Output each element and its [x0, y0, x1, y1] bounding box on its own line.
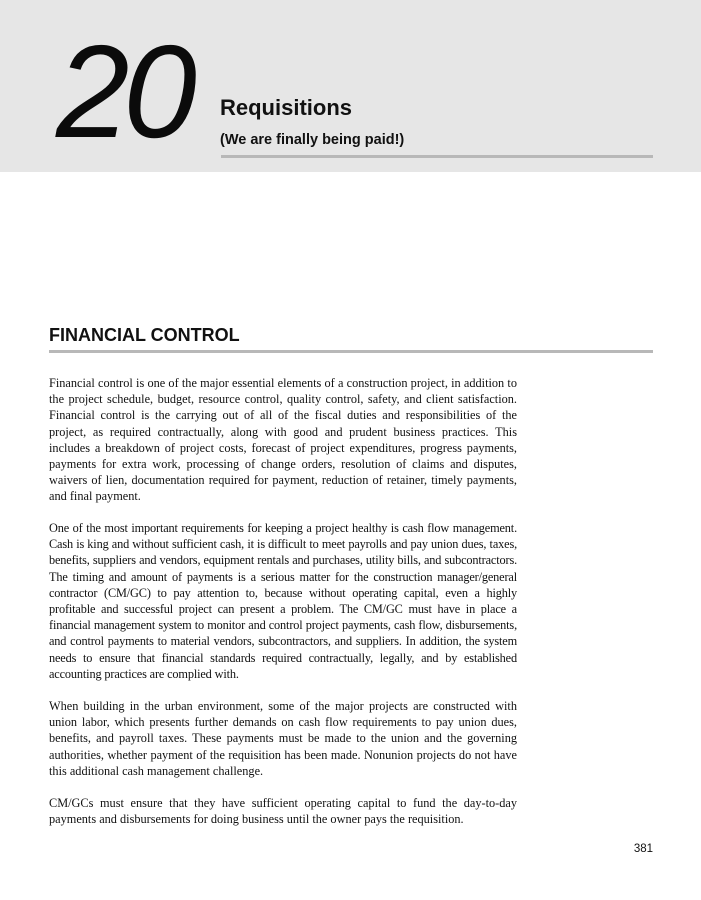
body-paragraph-union-labor: When building in the urban environment, some of the major projects are constructed with union labor, which presents further demands on cash flow requirements to pay union dues, benefits, and payroll taxes. These payments must be made to the union and the governing authorities, whether payment of the requisition has been made. Nonunion projects do not have this additional cash management challenge. — [49, 699, 517, 778]
section-heading-rule — [49, 350, 653, 353]
section-heading: FINANCIAL CONTROL — [49, 325, 240, 345]
chapter-header-band — [0, 0, 701, 172]
chapter-title-rule — [221, 155, 653, 158]
chapter-number: 20 — [56, 18, 191, 165]
chapter-title: Requisitions — [220, 95, 353, 120]
body-paragraph-cash-flow: One of the most important requirements for keeping a project healthy is cash flow management. Cash is king and without sufficient cash, it is difficult to meet payrolls and pay union dues, taxes, benefits, suppliers and vendors, equipment rentals and purchases, utility bills, and subcontractors. The timing and amount of payments is a serious matter for the construction manager/general contractor (CM/GC) to pay attention to, because without operating capital, even a highly profitable and successful project can present a problem. The CM/GC must have in place a financial management system to monitor and control project payments, cash flow, disbursements, and control payments to material vendors, subcontractors, and suppliers. In addition, the system needs to ensure that financial standards required contractually, legally, and by established accounting practices are complied with. — [49, 521, 517, 681]
body-paragraph-operating-capital: CM/GCs must ensure that they have sufficient operating capital to fund the day-to-day payments and disbursements for doing business until the owner pays the requisition. — [49, 796, 517, 827]
body-paragraph-financial-control: Financial control is one of the major essential elements of a construction project, in addition to the project schedule, budget, resource control, quality control, safety, and client satisfaction. Financial control is the carrying out of all of the fiscal duties and responsibilities of the project, as required contractually, along with good and prudent business practices. This includes a breakdown of project costs, forecast of project expenditures, progress payments, payments for extra work, processing of change orders, resolution of claims and disputes, waivers of lien, documentation required for payment, reduction of retainer, timely payments, and final payment. — [49, 376, 517, 504]
chapter-subtitle: (We are finally being paid!) — [220, 132, 405, 148]
page-number: 381 — [633, 843, 653, 855]
